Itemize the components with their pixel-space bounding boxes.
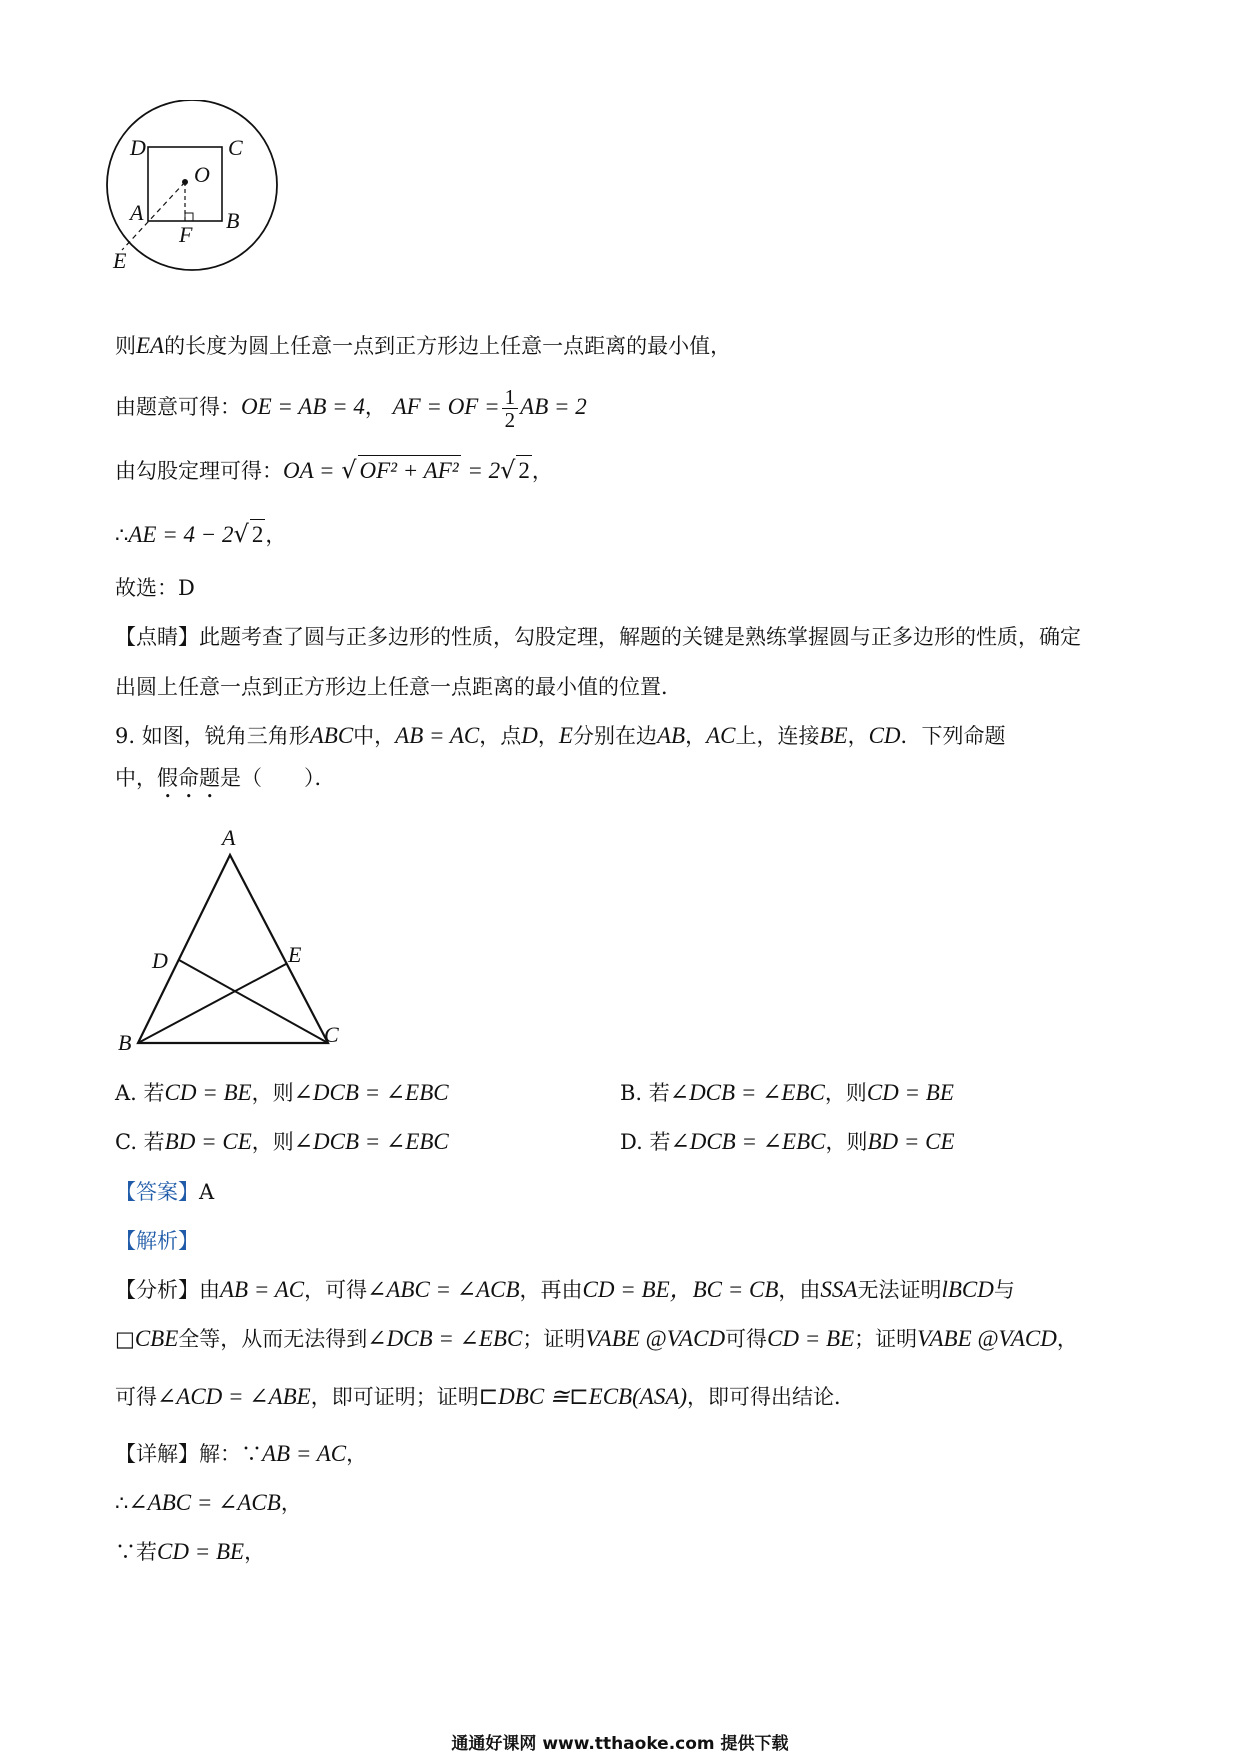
- footer-source: 通通好课网 www.tthaoke.com 提供下载: [451, 1734, 789, 1754]
- fraction-half: $\frac{1}{2}$: [502, 386, 519, 431]
- line-given: 由题意可得：OE = AB = 4， AF = OF = $\frac{1}{2}$ AB = 2: [115, 385, 587, 432]
- label-F: F: [179, 222, 193, 247]
- option-c: C. 若BD = CE，则∠DCB = ∠EBC: [115, 1129, 449, 1154]
- label-B: B: [226, 208, 240, 233]
- fenxi-line3: 可得∠ACD = ∠ABE，即可证明；证明⊏DBC ≅⊏ECB(ASA)，即可得出结论．: [115, 1384, 856, 1409]
- line-choice: 故选：D: [115, 576, 195, 600]
- label-C: C: [324, 1022, 339, 1047]
- label-D: D: [152, 948, 168, 973]
- label-A: A: [130, 200, 144, 225]
- xiangjie-line3: ∵若CD = BE，: [115, 1539, 266, 1564]
- option-b: B. 若∠DCB = ∠EBC，则CD = BE: [620, 1080, 954, 1105]
- line-dianjing-1: 【点睛】此题考查了圆与正多边形的性质，勾股定理，解题的关键是熟练掌握圆与正多边形的性质，确定: [115, 625, 1081, 649]
- line-dianjing-2: 出圆上任意一点到正方形边上任意一点距离的最小值的位置．: [115, 675, 682, 699]
- xiangjie-line1: 【详解】解：∵AB = AC，: [115, 1441, 368, 1466]
- line-ae-result: ∴AE = 4 − 2√ 2，: [115, 520, 287, 548]
- label-A: A: [222, 825, 236, 850]
- figure-circle-square: [100, 100, 290, 310]
- radical-sign: √: [341, 456, 357, 484]
- answer-value: A: [199, 1180, 215, 1204]
- answer-line: [115, 1177, 214, 1207]
- label-E: E: [113, 248, 127, 273]
- label-E: E: [288, 942, 302, 967]
- question-9-line1: 9. 如图，锐角三角形ABC中，AB = AC，点D，E分别在边AB，AC上，连接BE，CD．下列命题: [115, 723, 1006, 748]
- fenxi-line2: □CBE全等，从而无法得到∠DCB = ∠EBC；证明VABE @VACD可得CD = BE；证明VABE @VACD，: [115, 1326, 1078, 1351]
- answer-tag: 【答案】: [115, 1180, 199, 1204]
- label-C: C: [228, 135, 243, 160]
- figure-triangle: [110, 820, 360, 1060]
- option-a: A. 若CD = BE，则∠DCB = ∠EBC: [115, 1080, 449, 1105]
- fenxi-line1: 【分析】由AB = AC，可得∠ABC = ∠ACB，再由CD = BE，BC = CB，由SSA无法证明lBCD与: [115, 1277, 1015, 1302]
- label-D: D: [130, 135, 146, 160]
- line-pythagoras: 由勾股定理可得：OA = √ OF² + AF² = 2√ 2，: [115, 456, 553, 484]
- xiangjie-line2: ∴∠ABC = ∠ACB，: [115, 1490, 302, 1515]
- analysis-tag: 【解析】: [115, 1229, 199, 1253]
- label-B: B: [118, 1030, 132, 1055]
- line-ea-min: 则EA的长度为圆上任意一点到正方形边上任意一点距离的最小值，: [115, 333, 732, 358]
- label-O: O: [194, 162, 210, 187]
- question-9-line2: 中，假命题是（ ）．: [115, 766, 336, 790]
- option-d: D. 若∠DCB = ∠EBC，则BD = CE: [620, 1129, 955, 1154]
